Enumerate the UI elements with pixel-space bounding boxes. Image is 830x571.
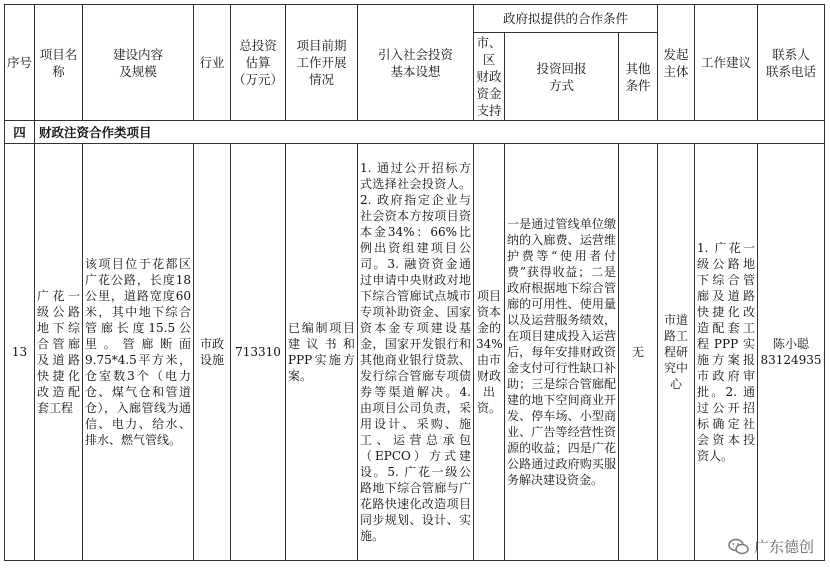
row-contact xyxy=(758,144,825,561)
contact-name: 陈小聪 xyxy=(773,337,810,351)
row-prework: 已编制项目建议书和PPP实施方案。 xyxy=(286,144,358,561)
row-project-name: 广花一级公路地下综合管廊及道路快捷化改造配套工程 xyxy=(35,144,83,561)
wechat-icon xyxy=(728,538,750,556)
section-number: 四 xyxy=(5,121,35,144)
row-initiator: 市道路工程研究中心 xyxy=(658,144,695,561)
header-seq: 序号 xyxy=(5,5,35,121)
header-other: 其他 条件 xyxy=(619,33,658,121)
header-investment: 总投资 估算 （万元） xyxy=(231,5,286,121)
header-initiator: 发起 主体 xyxy=(658,5,695,121)
header-name: 项目名称 xyxy=(35,5,83,121)
contact-phone: 83124935 xyxy=(760,353,822,367)
header-content: 建设内容 及规模 xyxy=(83,5,194,121)
row-return-method: 一是通过管线单位缴纳的入廊费、运营维护费等“使用者付费”获得收益；二是政府根据地下综合管廊的可用性、使用量以及运营服务绩效，在项目建成投入运营后，每年安排财政资金支付可行性缺口补助；三是综合管廊配建的地下空间商业开发、停车场、小型商业、广告等经营性资源的收益；四是广花公路通过政府购买服务解决建设资金。 xyxy=(505,144,619,561)
row-other-conditions: 无 xyxy=(619,144,658,561)
watermark xyxy=(728,536,814,557)
watermark-text: 广东德创 xyxy=(753,538,814,556)
row-social-investment: 1. 通过公开招标方式选择社会投资人。2. 政府指定企业与社会资本方按项目资本金34%：66%比例出资组建项目公司。3. 融资资金通过申请中央财政对地下综合管廊试点城市专项补助资金、国家资本金专项建设基金，国家开发银行和其他商业银行贷款、发行综合管廊专项债券等渠道解决。4. 由项目公司负责，采用设计、采购、施工、运营总承包（EPCO）方式建设。5. 广花一级公路地下综合管廊与广花路快速化改造项目同步规划、设计、实施。 xyxy=(358,144,474,561)
project-table xyxy=(4,4,825,561)
header-contact: 联系人 联系电话 xyxy=(758,5,825,121)
header-advice: 工作建议 xyxy=(695,5,758,121)
section-title: 财政注资合作类项目 xyxy=(35,121,825,144)
header-return: 投资回报 方式 xyxy=(505,33,619,121)
header-social: 引入社会投资 基本设想 xyxy=(358,5,474,121)
header-prework: 项目前期 工作开展 情况 xyxy=(286,5,358,121)
row-content: 该项目位于花都区广花公路，长度18公里，道路宽度60米，其中地下综合管廊长度15.5公里。管廊断面9.75*4.5平方米，仓室数3个（电力仓、煤气仓和管道仓），入廊管线为通信、电力、给水、排水、燃气管线。 xyxy=(83,144,194,561)
header-gov-group: 政府拟提供的合作条件 xyxy=(474,5,658,33)
row-gov-fund: 项目资本金的34%由市财政出资。 xyxy=(474,144,505,561)
row-industry: 市政设施 xyxy=(194,144,231,561)
header-industry: 行业 xyxy=(194,5,231,121)
header-gov-fund: 市、区 财政 资金 支持 xyxy=(474,33,505,121)
row-investment: 713310 xyxy=(231,144,286,561)
row-advice: 1. 广花一级公路地下综合管廊及道路快捷化改造配套工程PPP实施方案报市政府审批。2. 通过公开招标确定社会资本投资人。 xyxy=(695,144,758,561)
row-seq: 13 xyxy=(5,144,35,561)
